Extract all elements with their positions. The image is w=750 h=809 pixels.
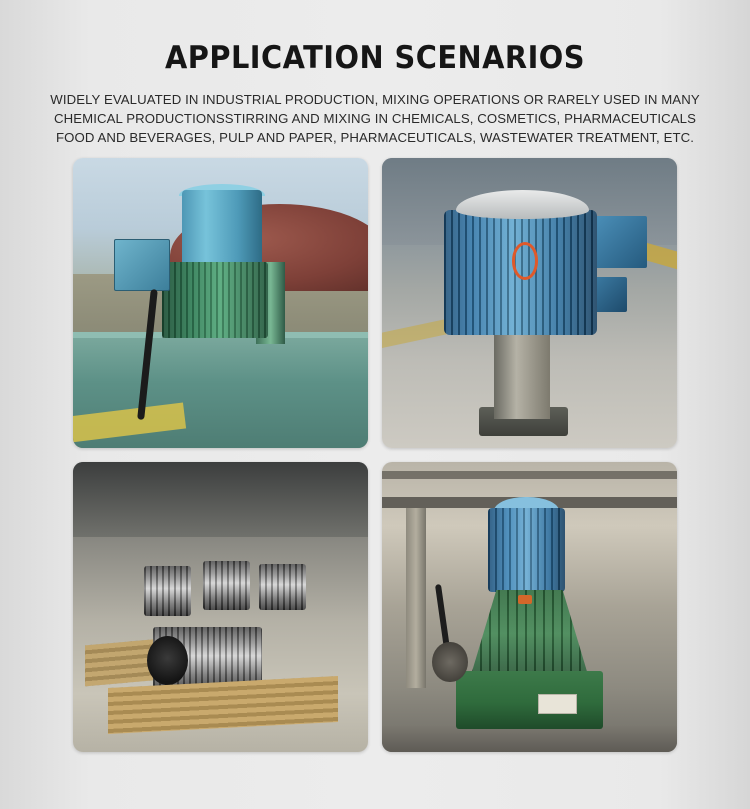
photo-blue-motor-green-gearbox (382, 462, 677, 752)
subtitle-line-1: WIDELY EVALUATED IN INDUSTRIAL PRODUCTION, MIXING OPERATIONS OR RARELY USED IN MANY (50, 92, 700, 107)
photo-3-artwork (73, 462, 368, 752)
photo-gallery (73, 158, 677, 752)
photo-2-artwork (382, 158, 677, 448)
subtitle-line-2: CHEMICAL PRODUCTIONSSTIRRING AND MIXING IN CHEMICALS, COSMETICS, PHARMACEUTICALS (53, 111, 697, 126)
page-subtitle (45, 90, 705, 147)
photo-blue-finned-motor (382, 158, 677, 448)
photo-blue-agitator-outdoor (73, 158, 368, 448)
subtitle-line-3: FOOD AND BEVERAGES, PULP AND PAPER, PHARMACEUTICALS, WASTEWATER TREATMENT, ETC. (55, 130, 695, 145)
photo-motors-on-pallets (73, 462, 368, 752)
page-title: APPLICATION SCENARIOS (164, 40, 585, 76)
photo-4-artwork (382, 462, 677, 752)
photo-1-artwork (73, 158, 368, 448)
